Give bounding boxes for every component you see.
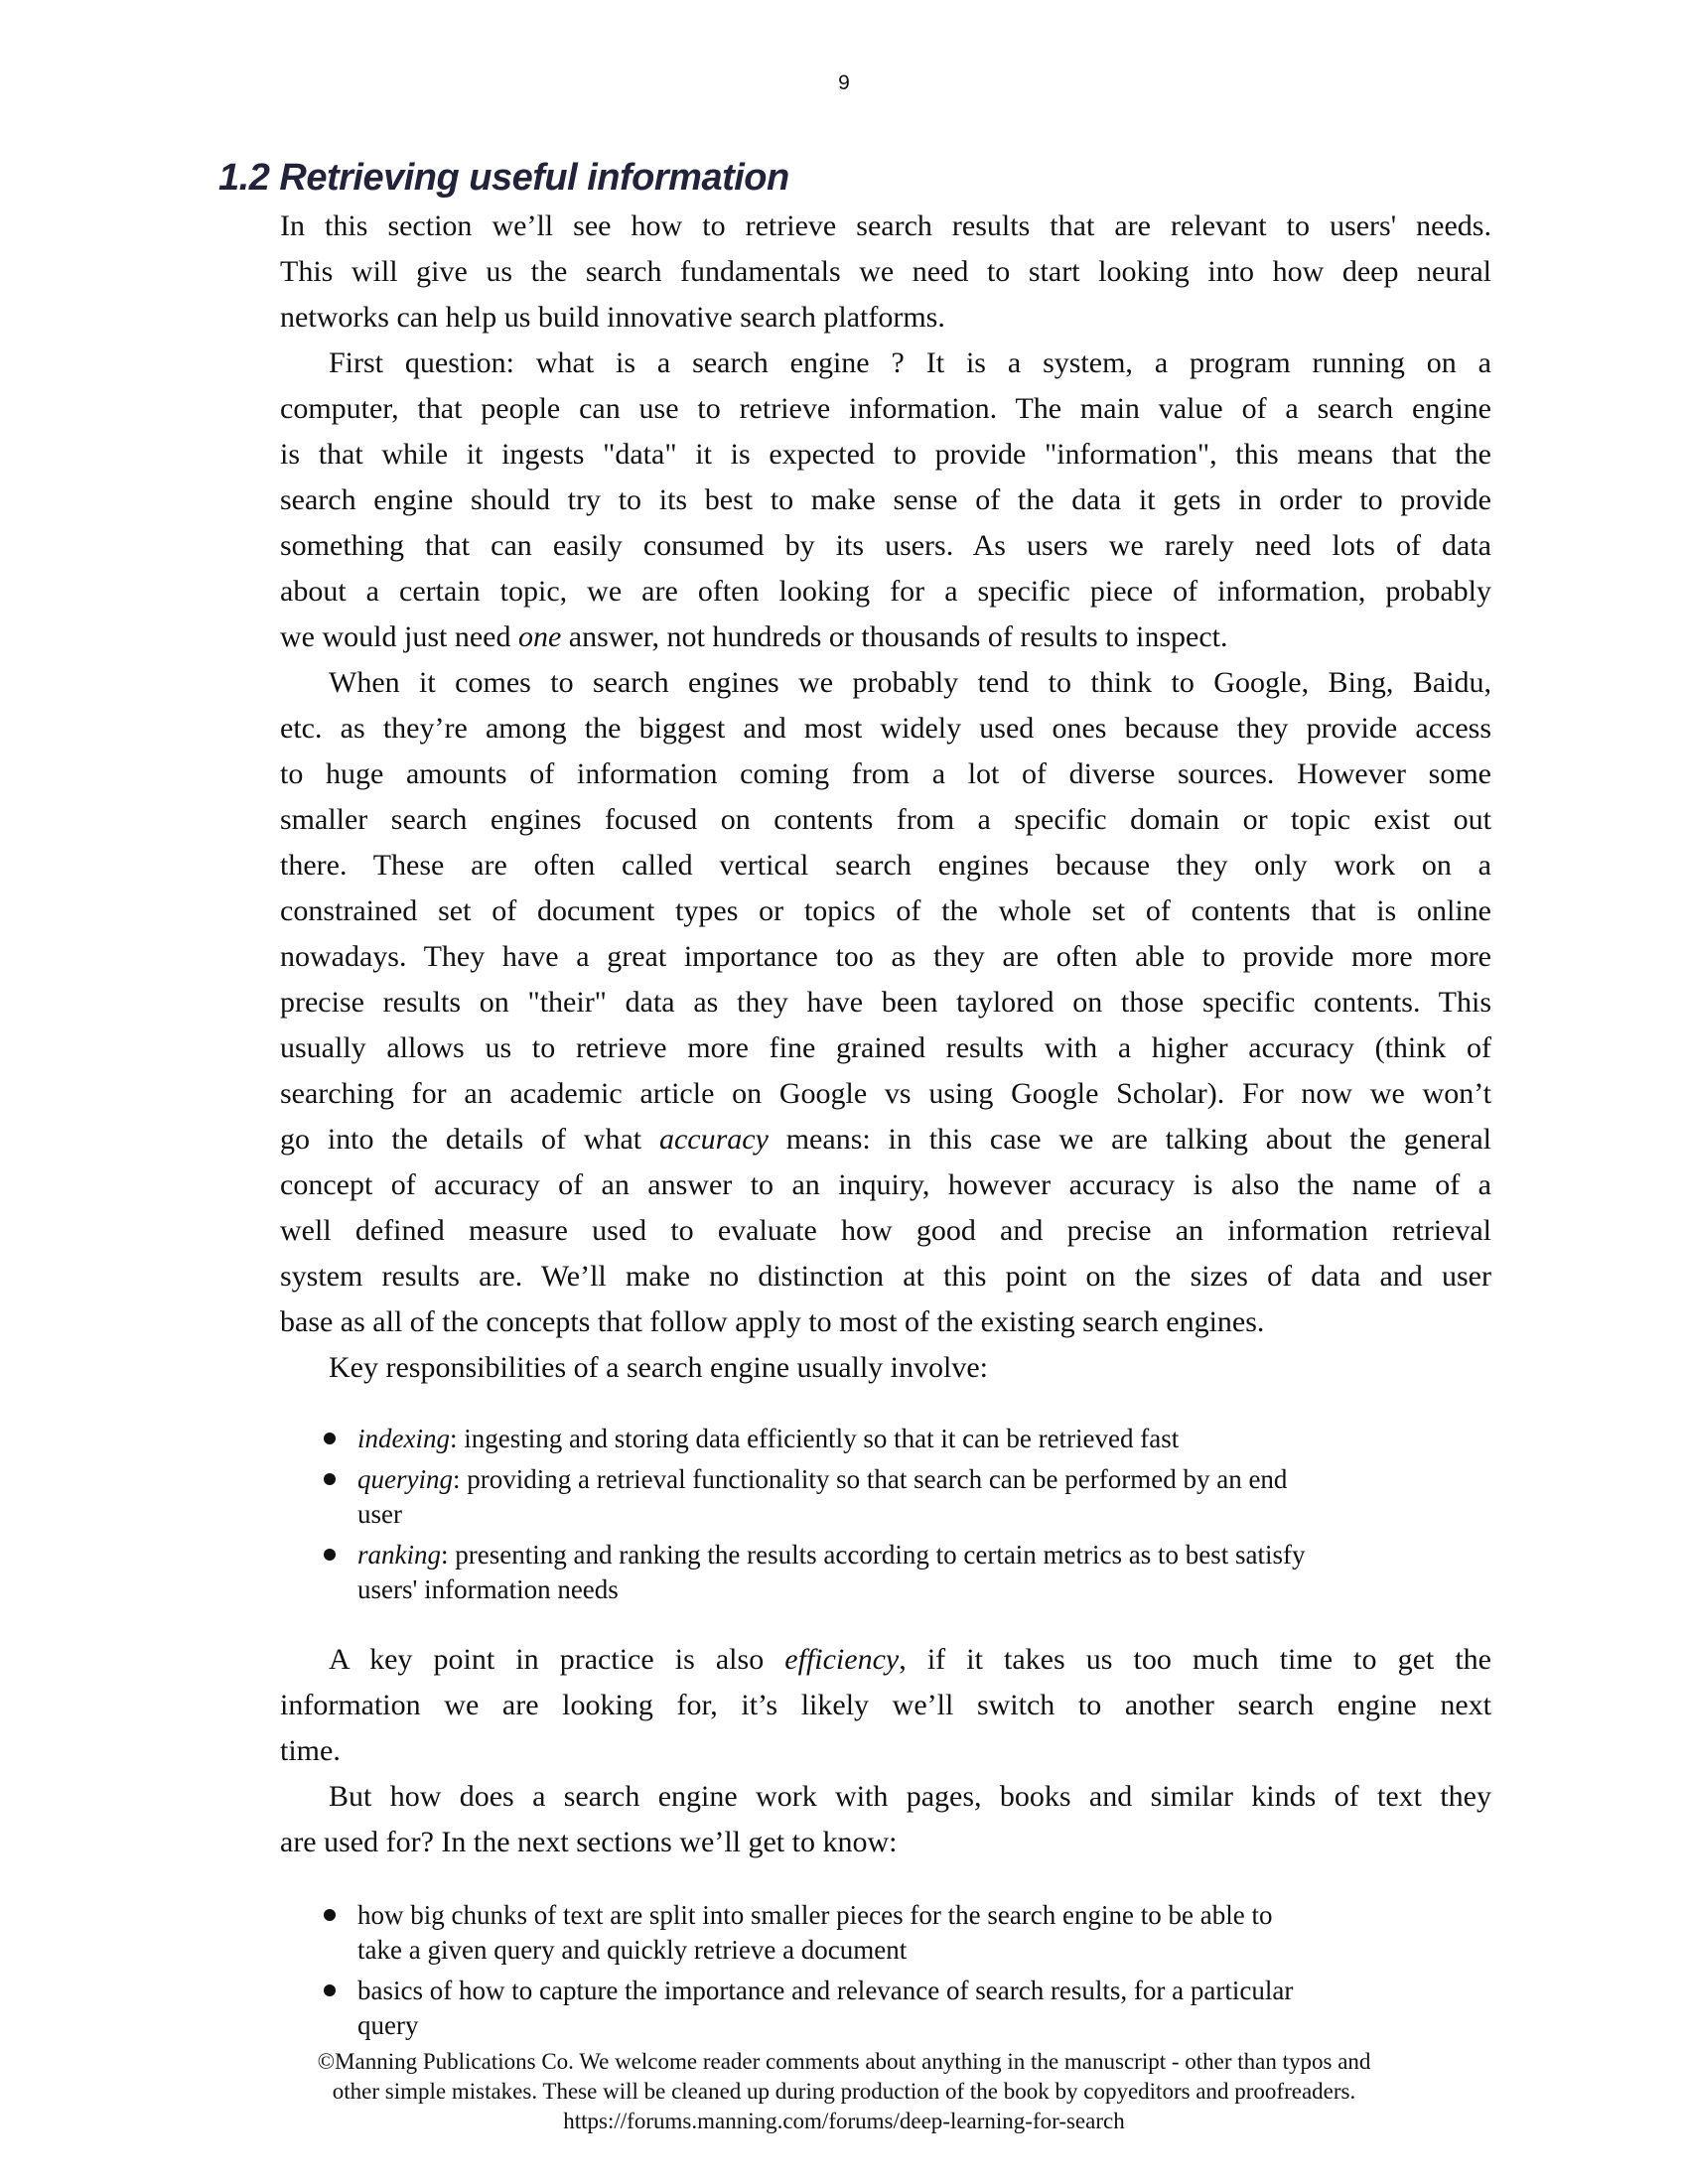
text-line: precise results on "their" data as they have been taylored on those specific contents. This — [280, 986, 1491, 1019]
bullet-icon — [324, 1433, 336, 1444]
text-line: When it comes to search engines we probably tend to think to Google, Bing, Baidu, — [329, 666, 1491, 699]
text-line: is that while it ingests "data" it is expected to provide "information", this means that the — [280, 438, 1491, 471]
text-segment: , if it takes us too much time to get the — [899, 1643, 1491, 1676]
text-line: In this section we’ll see how to retrieve search results that are relevant to users' needs. — [280, 209, 1491, 242]
paragraph — [280, 204, 1491, 341]
text-segment: : ingesting and storing data efficiently so that it can be retrieved fast — [449, 1424, 1180, 1453]
text-line: there. These are often called vertical search engines because they only work on a — [280, 849, 1491, 882]
text-line: etc. as they’re among the biggest and most widely used ones because they provide access — [280, 712, 1491, 745]
emphasized-term: querying — [357, 1464, 453, 1494]
text-segment: means: in this case we are talking about the general — [768, 1123, 1492, 1156]
paragraph — [280, 1774, 1491, 1865]
text-line: concept of accuracy of an answer to an inquiry, however accuracy is also the name of a — [280, 1168, 1491, 1201]
text-segment: answer, not hundreds or thousands of results to inspect. — [561, 620, 1228, 653]
text-line: First question: what is a search engine ? It is a system, a program running on a — [329, 346, 1491, 379]
text-line: networks can help us build innovative search platforms. — [280, 301, 945, 334]
text-line: well defined measure used to evaluate how good and precise an information retrieval — [280, 1214, 1491, 1247]
text-line: This will give us the search fundamentals we need to start looking into how deep neural — [280, 255, 1491, 288]
bullet-item — [318, 1462, 1489, 1532]
text-line: But how does a search engine work with pages, books and similar kinds of text they — [329, 1780, 1491, 1813]
text-line: are used for? In the next sections we’ll get to know: — [280, 1826, 898, 1858]
text-line: information we are looking for, it’s likely we’ll switch to another search engine next — [280, 1689, 1491, 1721]
text-line: system results are. We’ll make no distinction at this point on the sizes of data and user — [280, 1260, 1491, 1293]
body-text-block-2 — [280, 1637, 1491, 1865]
topics-list — [318, 1898, 1489, 2049]
page-number: 9 — [838, 71, 850, 94]
paragraph — [280, 341, 1491, 660]
emphasized-term: efficiency — [784, 1643, 900, 1676]
bullet-item — [318, 1538, 1489, 1607]
bullet-line: users' information needs — [357, 1574, 619, 1604]
copyright-footer — [0, 2047, 1688, 2136]
bullet-icon — [324, 1473, 336, 1485]
text-line: nowadays. They have a great importance too as they are often able to provide more more — [280, 940, 1491, 973]
text-line: constrained set of document types or topics of the whole set of contents that is online — [280, 894, 1491, 927]
text-segment: : presenting and ranking the results according to certain metrics as to best satisfy — [441, 1540, 1306, 1570]
bullet-item — [318, 1422, 1489, 1456]
text-segment: : providing a retrieval functionality so that search can be performed by an end — [452, 1464, 1288, 1494]
text-segment: A key point in practice is also — [329, 1643, 785, 1676]
bullet-icon — [324, 1549, 336, 1561]
footer-line: other simple mistakes. These will be cleaned up during production of the book by copyeditors and proofreaders. — [332, 2079, 1356, 2104]
responsibilities-list — [318, 1422, 1489, 1613]
body-text-block-1 — [280, 204, 1491, 1391]
text-line: base as all of the concepts that follow apply to most of the existing search engines. — [280, 1305, 1265, 1338]
bullet-icon — [324, 1909, 336, 1921]
text-line — [280, 614, 1491, 660]
text-line: searching for an academic article on Google vs using Google Scholar). For now we won’t — [280, 1077, 1491, 1110]
bullet-line: how big chunks of text are split into smaller pieces for the search engine to be able to — [357, 1900, 1273, 1930]
forum-link[interactable]: https://forums.manning.com/forums/deep-learning-for-search — [563, 2109, 1125, 2133]
bullet-line: take a given query and quickly retrieve a document — [357, 1935, 908, 1965]
bullet-line — [357, 1462, 1489, 1497]
text-line: about a certain topic, we are often looking for a specific piece of information, probably — [280, 575, 1491, 608]
emphasized-term: ranking — [357, 1540, 441, 1570]
bullet-line — [357, 1422, 1489, 1456]
text-line — [280, 1117, 1491, 1162]
paragraph — [280, 660, 1491, 1345]
text-line: computer, that people can use to retrieve information. The main value of a search engine — [280, 392, 1491, 425]
text-line — [280, 1637, 1491, 1683]
paragraph — [280, 1637, 1491, 1774]
footer-line: ©Manning Publications Co. We welcome reader comments about anything in the manuscript - other than typos and — [317, 2049, 1371, 2074]
text-line: to huge amounts of information coming from a lot of diverse sources. However some — [280, 757, 1491, 790]
section-heading: 1.2 Retrieving useful information — [218, 157, 789, 199]
bullet-line: basics of how to capture the importance and relevance of search results, for a particular — [357, 1976, 1294, 2005]
bullet-line — [357, 1538, 1489, 1572]
emphasized-term: accuracy — [658, 1123, 769, 1156]
bullet-item — [318, 1898, 1489, 1968]
text-line: Key responsibilities of a search engine usually involve: — [329, 1351, 988, 1384]
text-segment: we would just need — [280, 620, 518, 653]
bullet-icon — [324, 1984, 336, 1996]
bullet-line: user — [357, 1499, 402, 1529]
text-segment: go into the details of what — [280, 1123, 659, 1156]
emphasized-term: one — [517, 620, 562, 653]
emphasized-term: indexing — [357, 1424, 450, 1453]
bullet-item — [318, 1974, 1489, 2043]
paragraph — [280, 1345, 1491, 1391]
text-line: usually allows us to retrieve more fine grained results with a higher accuracy (think of — [280, 1031, 1491, 1064]
text-line: smaller search engines focused on contents from a specific domain or topic exist out — [280, 803, 1491, 836]
bullet-line: query — [357, 2010, 419, 2040]
text-line: something that can easily consumed by its users. As users we rarely need lots of data — [280, 529, 1491, 562]
text-line: search engine should try to its best to make sense of the data it gets in order to provide — [280, 483, 1491, 516]
text-line: time. — [280, 1734, 341, 1767]
